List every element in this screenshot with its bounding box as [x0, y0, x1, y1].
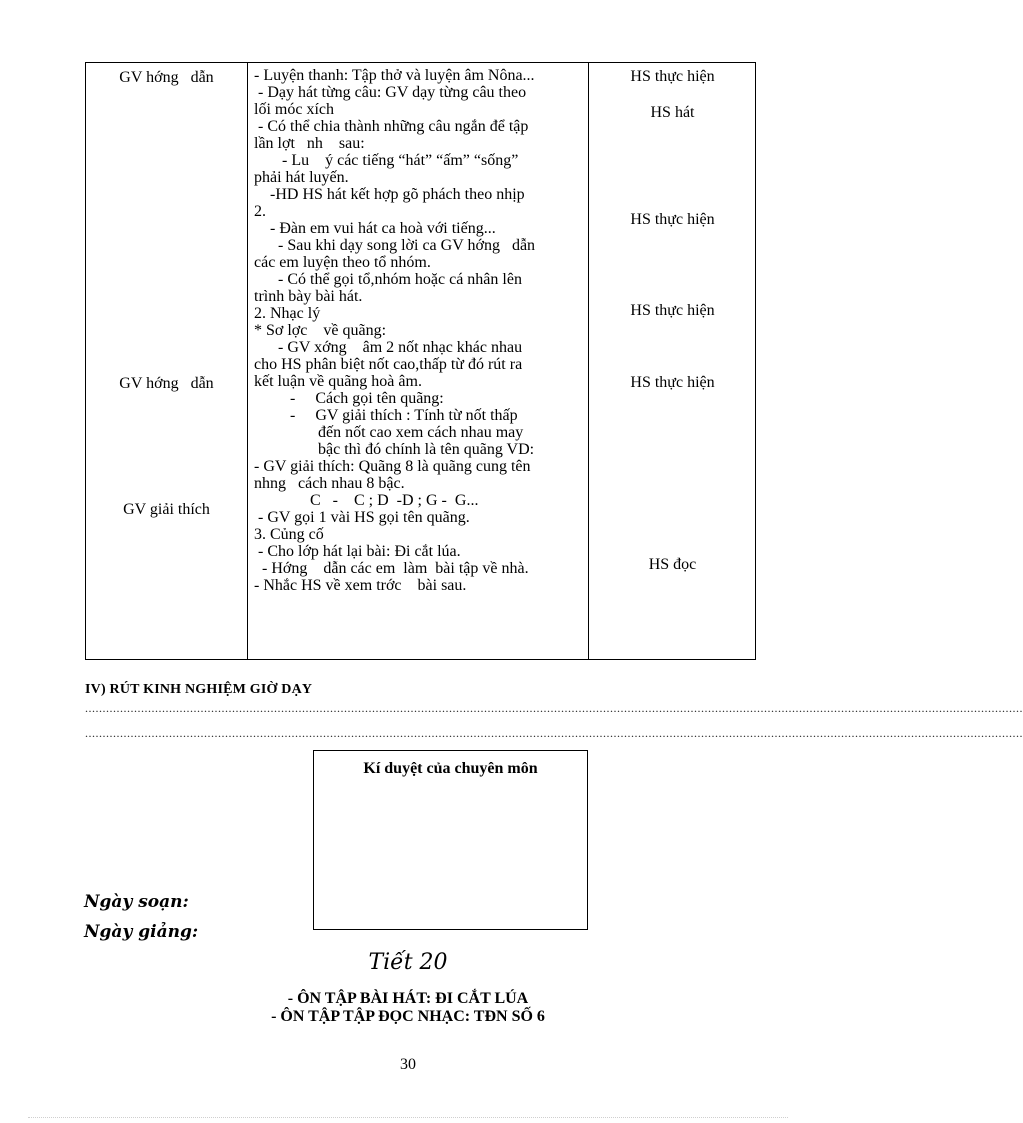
content-line: - Cho lớp hát lại bài: Đi cắt lúa.	[254, 543, 461, 560]
content-line: - Hớng dẫn các em làm bài tập về nhà.	[254, 560, 529, 577]
content-line: nhng cách nhau 8 bậc.	[254, 475, 405, 492]
lesson-plan-table	[85, 62, 756, 660]
content-line: các em luyện theo tổ nhóm.	[254, 254, 431, 271]
dotted-writing-line: ............................................................................................................................................................................................................................................................................	[85, 701, 1023, 715]
approval-box	[313, 750, 588, 930]
content-line: - GV giải thích : Tính từ nốt thấp	[254, 407, 518, 424]
column-divider	[247, 63, 248, 659]
approval-title: Kí duyệt của chuyên môn	[363, 760, 538, 777]
content-line: lần lợt nh sau:	[254, 135, 365, 152]
content-line: C - C ; D -D ; G - G...	[254, 492, 479, 509]
content-line: 2.	[254, 203, 266, 220]
content-line: * Sơ lợc về quãng:	[254, 322, 387, 339]
content-line: - GV giải thích: Quãng 8 là quãng cung tên	[254, 458, 531, 475]
taught-date-label: Ngày giảng:	[84, 922, 199, 942]
prepared-date-label: Ngày soạn:	[84, 892, 189, 912]
footer-rule	[28, 1117, 788, 1119]
content-line: - Có thể chia thành những câu ngắn để tập	[254, 118, 529, 135]
student-activity-label: HS thực hiện	[630, 211, 715, 228]
student-activity-label: HS hát	[650, 104, 695, 121]
student-activity-label: HS thực hiện	[630, 302, 715, 319]
lesson-title: Tiết 20	[368, 950, 448, 975]
content-line: kết luận về quãng hoà âm.	[254, 373, 422, 390]
content-line: - Luyện thanh: Tập thở và luyện âm Nôna...	[254, 67, 535, 84]
content-line: -HD HS hát kết hợp gõ phách theo nhịp	[254, 186, 525, 203]
content-line: - GV xớng âm 2 nốt nhạc khác nhau	[254, 339, 523, 356]
content-line: cho HS phân biệt nốt cao,thấp từ đó rút ra	[254, 356, 523, 373]
content-line: - Lu ý các tiếng “hát” “ấm” “sống”	[254, 152, 519, 169]
teacher-activity-label: GV giải thích	[123, 501, 210, 518]
student-activity-label: HS thực hiện	[630, 374, 715, 391]
content-line: - GV gọi 1 vài HS gọi tên quãng.	[254, 509, 470, 526]
content-line: 3. Củng cố	[254, 526, 324, 543]
lesson-topic: - ÔN TẬP BÀI HÁT: ĐI CẮT LÚA	[287, 990, 529, 1007]
content-line: đến nốt cao xem cách nhau may	[254, 424, 524, 441]
content-line: trình bày bài hát.	[254, 288, 363, 305]
content-line: lối móc xích	[254, 101, 334, 118]
dotted-writing-line: ............................................................................................................................................................................................................................................................................	[85, 726, 1023, 740]
content-line: - Sau khi dạy song lời ca GV hớng dẫn	[254, 237, 536, 254]
content-line: - Có thể gọi tổ,nhóm hoặc cá nhân lên	[254, 271, 522, 288]
content-line: 2. Nhạc lý	[254, 305, 321, 322]
teacher-activity-label: GV hớng dẫn	[119, 69, 214, 86]
student-activity-label: HS thực hiện	[630, 68, 715, 85]
content-line: phải hát luyến.	[254, 169, 349, 186]
page-number: 30	[400, 1056, 416, 1073]
lesson-topic: - ÔN TẬP TẬP ĐỌC NHẠC: TĐN SỐ 6	[271, 1008, 545, 1025]
content-line: - Cách gọi tên quãng:	[254, 390, 444, 407]
teacher-activity-label: GV hớng dẫn	[119, 375, 214, 392]
teaching-content	[254, 67, 581, 594]
content-line: bậc thì đó chính là tên quãng VD:	[254, 441, 535, 458]
student-activity-label: HS đọc	[648, 556, 697, 573]
content-line: - Nhắc HS về xem trớc bài sau.	[254, 577, 467, 594]
content-line: - Dạy hát từng câu: GV dạy từng câu theo	[254, 84, 527, 101]
section-heading: IV) RÚT KINH NGHIỆM GIỜ DẠY	[85, 682, 313, 697]
content-line: - Đàn em vui hát ca hoà với tiếng...	[254, 220, 496, 237]
